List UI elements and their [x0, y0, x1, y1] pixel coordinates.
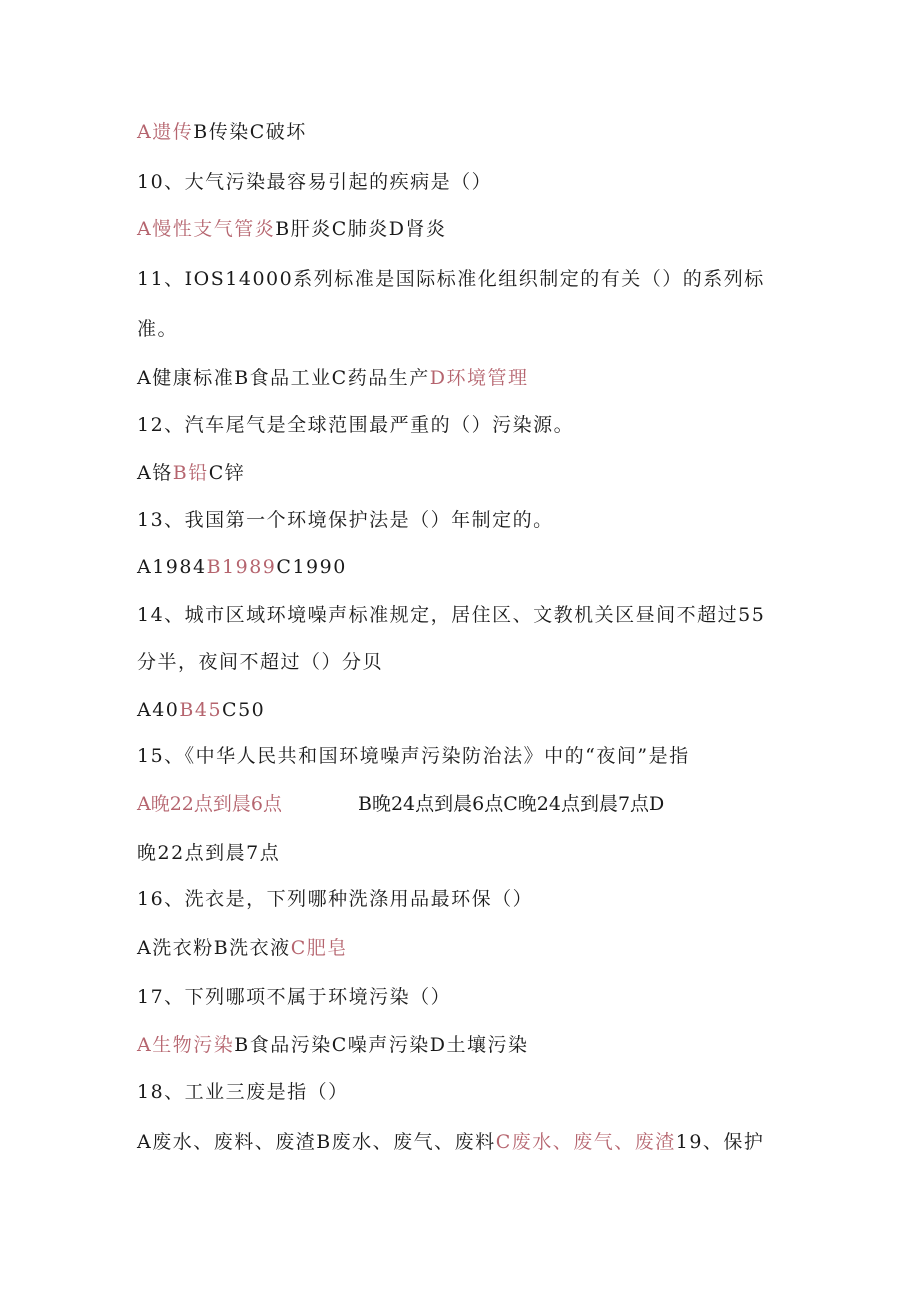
text-segment: C50 [222, 699, 266, 721]
text-segment: 15、《中华人民共和国环境噪声污染防治法》中的“夜间”是指 [137, 745, 690, 767]
answer-line-q16 [137, 936, 348, 960]
text-segment: 16、洗衣是，下列哪种洗涤用品最环保（） [137, 888, 534, 910]
text-segment: 13、我国第一个环境保护法是（）年制定的。 [137, 509, 554, 531]
highlighted-answer: B铅 [172, 462, 209, 484]
text-segment: A1984 [137, 556, 207, 578]
text-segment: B食品污染C噪声污染D土壤污染 [234, 1034, 529, 1056]
text-segment: 19、保护 [675, 1131, 765, 1153]
answer-line-q13 [137, 555, 347, 579]
text-segment: C1990 [276, 556, 347, 578]
text-segment: B传染C破坏 [193, 121, 307, 143]
answer-line-q12 [137, 461, 245, 485]
question-16 [137, 887, 533, 911]
question-12 [137, 413, 574, 437]
text-segment: A铬 [137, 462, 173, 484]
text-segment: 准。 [137, 318, 179, 340]
text-segment: 晚22点到晨7点 [137, 842, 281, 864]
text-segment: 14、城市区域环境噪声标准规定，居住区、文教机关区昼间不超过55 [137, 604, 766, 626]
answer-line-q17 [137, 1033, 528, 1057]
text-segment: 17、下列哪项不属于环境污染（） [137, 986, 452, 1008]
highlighted-answer: D环境管理 [429, 367, 529, 389]
question-18 [137, 1080, 349, 1104]
highlighted-answer: A遗传 [137, 121, 194, 143]
question-15 [137, 744, 690, 768]
question-14 [137, 603, 765, 627]
answer-line-q15-continued [137, 841, 280, 865]
answer-line-q14 [137, 698, 265, 722]
text-segment: A废水、废料、废渣B废水、废气、废料 [137, 1131, 496, 1153]
highlighted-answer: C废水、废气、废渣 [495, 1131, 676, 1153]
question-13 [137, 508, 554, 532]
answer-line-q10 [137, 217, 446, 241]
answer-line-q15 [137, 792, 664, 816]
text-segment: 11、IOS14000系列标准是国际标准化组织制定的有关（）的系列标 [137, 268, 765, 290]
highlighted-answer: B45 [179, 699, 223, 721]
answer-line-q11 [137, 366, 528, 390]
question-17 [137, 985, 451, 1009]
answer-line-q9 [137, 120, 307, 144]
text-segment: A40 [137, 699, 180, 721]
text-segment: B晚24点到晨6点C晚24点到晨7点D [282, 793, 665, 815]
text-segment: A洗衣粉B洗衣液 [137, 937, 291, 959]
text-segment: 分半，夜间不超过（）分贝 [137, 651, 384, 673]
text-segment: 10、大气污染最容易引起的疾病是（） [137, 171, 493, 193]
question-11 [137, 267, 765, 291]
text-segment: 18、工业三废是指（） [137, 1081, 349, 1103]
highlighted-answer: A晚22点到晨6点 [137, 793, 282, 815]
text-segment: B肝炎C肺炎D肾炎 [275, 218, 447, 240]
highlighted-answer: A生物污染 [137, 1034, 235, 1056]
highlighted-answer: C肥皂 [290, 937, 348, 959]
question-10 [137, 170, 492, 194]
answer-line-q18 [137, 1130, 764, 1154]
text-segment: C锌 [208, 462, 246, 484]
highlighted-answer: A慢性支气管炎 [137, 218, 276, 240]
question-14-continued [137, 650, 383, 674]
text-segment: 12、汽车尾气是全球范围最严重的（）污染源。 [137, 414, 575, 436]
question-11-continued [137, 317, 178, 341]
highlighted-answer: B1989 [206, 556, 277, 578]
text-segment: A健康标准B食品工业C药品生产 [137, 367, 430, 389]
